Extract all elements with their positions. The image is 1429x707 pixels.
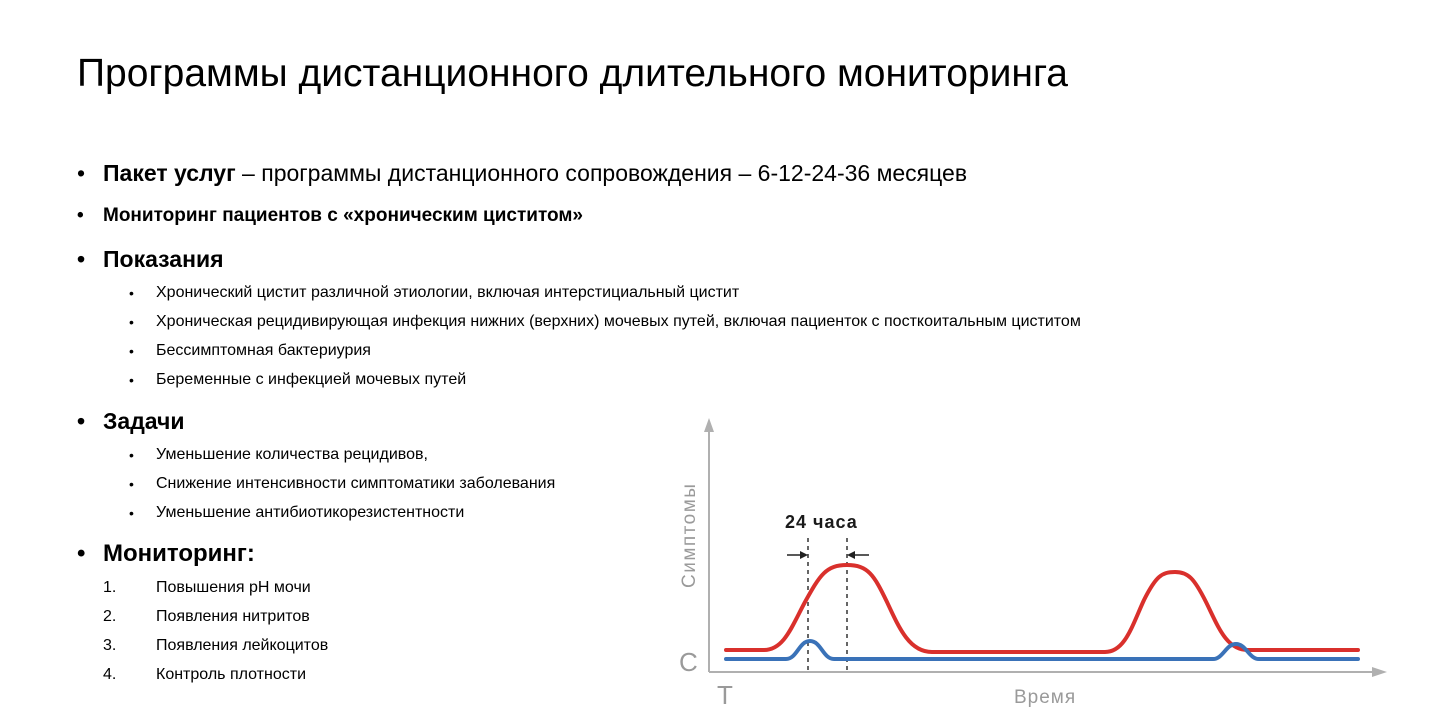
monitoring-item-number: 1. [103, 579, 117, 596]
bullet-text: Мониторинг пациентов с «хроническим циститом» [103, 205, 584, 226]
bullet-dot: • [77, 205, 84, 226]
bullet-dot: • [129, 285, 134, 301]
y-origin-label: С [679, 647, 698, 677]
interval-right-arrow-head [847, 551, 855, 559]
monitoring-item-text: Контроль плотности [156, 666, 306, 683]
y-axis-arrow [704, 418, 714, 432]
red-symptom-curve [726, 565, 1358, 652]
y-axis-label: Симптомы [679, 482, 700, 588]
bullet-text: Мониторинг: [103, 540, 255, 567]
indication-text: Хроническая рецидивирующая инфекция нижних (верхних) мочевых путей, включая пациенток с посткоитальным циститом [156, 313, 1081, 330]
x-axis-arrow [1372, 667, 1387, 677]
monitoring-item-text: Повышения pH мочи [156, 579, 311, 596]
indication-text: Беременные с инфекцией мочевых путей [156, 371, 467, 388]
monitoring-item-text: Появления нитритов [156, 608, 310, 625]
bullet-text [103, 158, 967, 188]
interval-left-arrow-head [800, 551, 808, 559]
x-origin-label: Т [717, 680, 733, 707]
bullet-dot: • [129, 372, 134, 388]
bullet-dot: • [77, 408, 86, 434]
interval-label: 24 часа [785, 512, 858, 532]
bullet-dot: • [129, 343, 134, 359]
monitoring-item-number: 2. [103, 608, 117, 625]
service-package-description: – программы дистанционного сопровождения – 6-12-24-36 месяцев [235, 160, 968, 186]
indication-text: Бессимптомная бактериурия [156, 342, 371, 359]
bullet-dot: • [77, 246, 86, 272]
bullet-dot: • [77, 160, 86, 186]
monitoring-item-text: Появления лейкоцитов [156, 637, 329, 654]
task-text: Снижение интенсивности симптоматики заболевания [156, 475, 556, 492]
bullet-dot: • [129, 505, 134, 521]
x-axis-label: Время [1014, 687, 1077, 707]
monitoring-item-number: 3. [103, 637, 117, 654]
bullet-text: Показания [103, 246, 224, 272]
symptoms-time-diagram [660, 410, 1400, 707]
task-text: Уменьшение антибиотикорезистентности [156, 504, 465, 521]
bullet-dot: • [129, 314, 134, 330]
bullet-dot: • [77, 540, 86, 567]
monitoring-item-number: 4. [103, 666, 117, 683]
task-text: Уменьшение количества рецидивов, [156, 446, 428, 463]
bullet-dot: • [129, 476, 134, 492]
bullet-dot: • [129, 447, 134, 463]
slide-title: Программы дистанционного длительного мониторинга [77, 52, 1068, 95]
service-package-label: Пакет услуг [103, 160, 236, 186]
bullet-text: Задачи [103, 408, 185, 434]
indication-text: Хронический цистит различной этиологии, включая интерстициальный цистит [156, 284, 740, 301]
